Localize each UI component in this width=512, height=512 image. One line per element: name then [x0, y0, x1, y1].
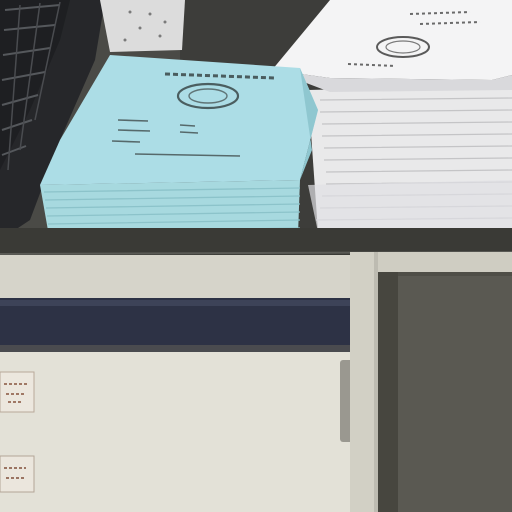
- left-cabinet: [0, 255, 355, 512]
- back-paper: [100, 0, 185, 52]
- sticker-label: [0, 372, 34, 412]
- right-cabinet: [378, 252, 512, 512]
- sticker-label-lower: [0, 456, 34, 492]
- desk-edge: [0, 228, 512, 255]
- cabinet-door: [0, 352, 350, 512]
- cabinet-divider: [350, 252, 376, 512]
